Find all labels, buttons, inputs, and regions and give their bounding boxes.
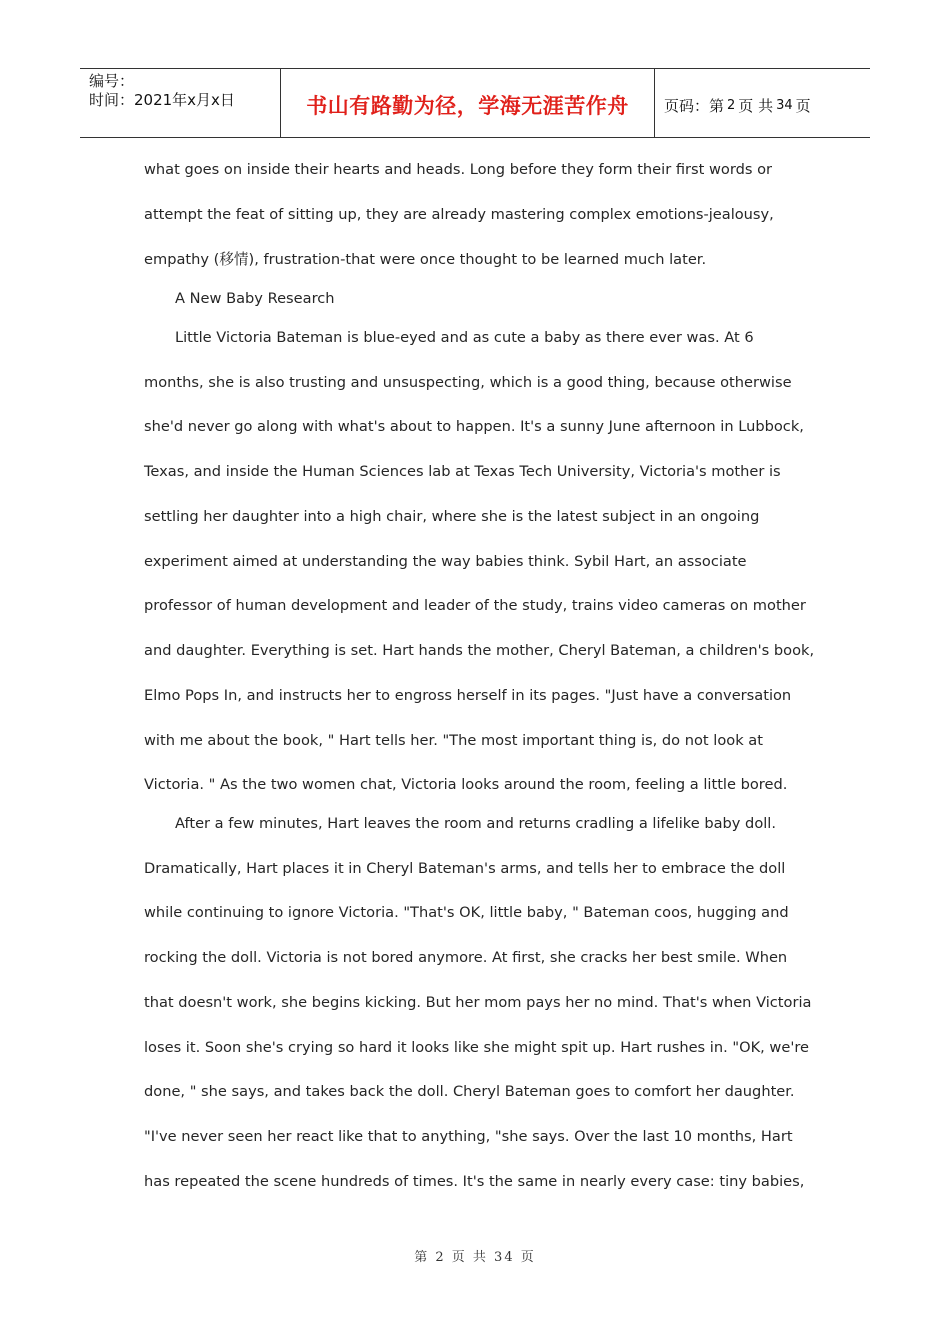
motto-text: 书山有路勤为径，学海无涯苦作舟 <box>306 94 629 118</box>
text-line: has repeated the scene hundreds of times. It's the same in nearly every case: tiny babies, <box>144 1173 805 1190</box>
header-info-cell <box>80 69 281 137</box>
text-line: Victoria. " As the two women chat, Victoria looks around the room, feeling a little bored. <box>144 776 788 793</box>
page-prefix: 页码：第 <box>664 96 725 115</box>
text-line: Little Victoria Bateman is blue-eyed and as cute a baby as there ever was. At 6 <box>175 329 754 346</box>
text-line: what goes on inside their hearts and heads. Long before they form their first words or <box>144 161 773 178</box>
header-motto-cell <box>281 69 655 137</box>
text-line: months, she is also trusting and unsuspecting, which is a good thing, because otherwise <box>144 374 792 391</box>
page-total: 34 <box>776 97 793 113</box>
text-line: Texas, and inside the Human Sciences lab at Texas Tech University, Victoria's mother is <box>144 463 781 480</box>
text-line: that doesn't work, she begins kicking. But her mom pays her no mind. That's when Victoria <box>144 994 812 1011</box>
section-heading: A New Baby Research <box>175 290 335 307</box>
text-line: settling her daughter into a high chair, where she is the latest subject in an ongoing <box>144 508 760 525</box>
text-line: with me about the book, " Hart tells her. "The most important thing is, do not look at <box>144 732 763 749</box>
text-line: and daughter. Everything is set. Hart hands the mother, Cheryl Bateman, a children's book, <box>144 642 815 659</box>
page-mid: 页 共 <box>738 96 774 115</box>
date-label: 时间：2021年x月x日 <box>89 91 235 109</box>
page-footer: 第 2 页 共 34 页 <box>414 1250 536 1265</box>
text-line: After a few minutes, Hart leaves the room and returns cradling a lifelike baby doll. <box>175 815 777 832</box>
text-line: professor of human development and leader of the study, trains video cameras on mother <box>144 597 806 614</box>
text-line: done, " she says, and takes back the doll. Cheryl Bateman goes to comfort her daughter. <box>144 1083 795 1100</box>
text-line: while continuing to ignore Victoria. "That's OK, little baby, " Bateman coos, hugging and <box>144 904 789 921</box>
text-line: rocking the doll. Victoria is not bored anymore. At first, she cracks her best smile. When <box>144 949 788 966</box>
text-line: she'd never go along with what's about to happen. It's a sunny June afternoon in Lubbock, <box>144 418 804 435</box>
page-suffix: 页 <box>795 96 811 115</box>
header-page-cell <box>655 69 870 137</box>
text-line: attempt the feat of sitting up, they are already mastering complex emotions-jealousy, <box>144 206 774 223</box>
number-label: 编号： <box>89 72 135 90</box>
text-line: empathy (移情), frustration-that were once thought to be learned much later. <box>144 251 707 268</box>
text-line: "I've never seen her react like that to anything, "she says. Over the last 10 months, Hart <box>144 1128 793 1145</box>
text-line: experiment aimed at understanding the way babies think. Sybil Hart, an associate <box>144 553 747 570</box>
text-line: Elmo Pops In, and instructs her to engross herself in its pages. "Just have a conversation <box>144 687 792 704</box>
text-line: loses it. Soon she's crying so hard it looks like she might spit up. Hart rushes in. "OK, we're <box>144 1039 810 1056</box>
document-header <box>80 68 870 138</box>
text-line: Dramatically, Hart places it in Cheryl Bateman's arms, and tells her to embrace the doll <box>144 860 786 877</box>
page-current: 2 <box>727 97 736 113</box>
